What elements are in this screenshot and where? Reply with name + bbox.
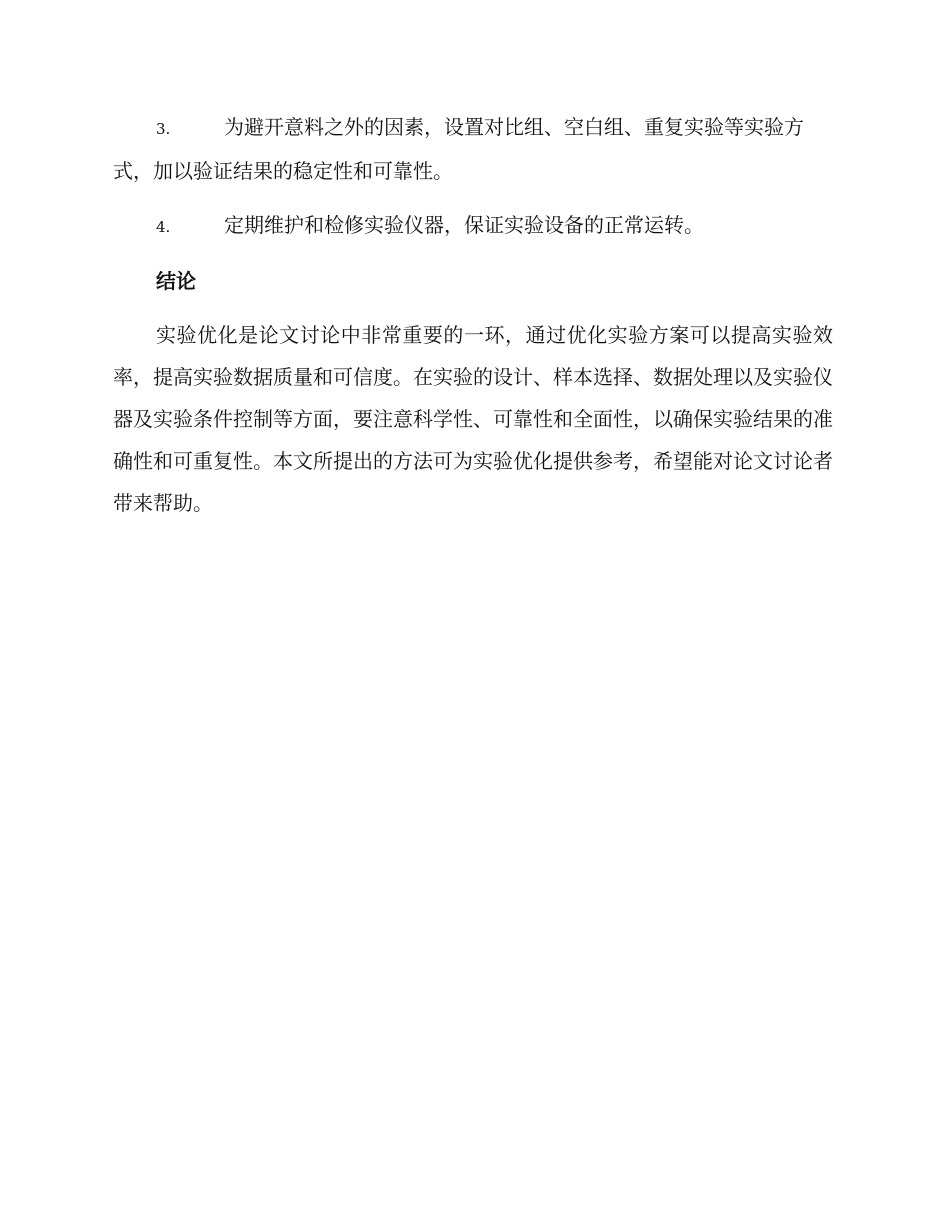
conclusion-paragraph: 实验优化是论文讨论中非常重要的一环，通过优化实验方案可以提高实验效率，提高实验数据质量和可信度。在实验的设计、样本选择、数据处理以及实验仪器及实验条件控制等方面，要注意科学性、可靠性和全面性，以确保实验结果的准确性和可重复性。本文所提出的方法可为实验优化提供参考，希望能对论文讨论者带来帮助。 — [113, 323, 833, 515]
list-item-text: 为避开意料之外的因素，设置对比组、空白组、重复实验等实验方式，加以验证结果的稳定性和可靠性。 — [113, 115, 804, 183]
list-item-number: 3. — [156, 120, 171, 138]
list-item-4 — [113, 204, 833, 248]
list-item-3 — [113, 106, 833, 192]
list-item-number: 4. — [156, 218, 171, 236]
section-heading-conclusion: 结论 — [156, 269, 196, 293]
document-content — [113, 106, 833, 524]
list-item-text: 定期维护和检修实验仪器，保证实验设备的正常运转。 — [224, 213, 704, 237]
